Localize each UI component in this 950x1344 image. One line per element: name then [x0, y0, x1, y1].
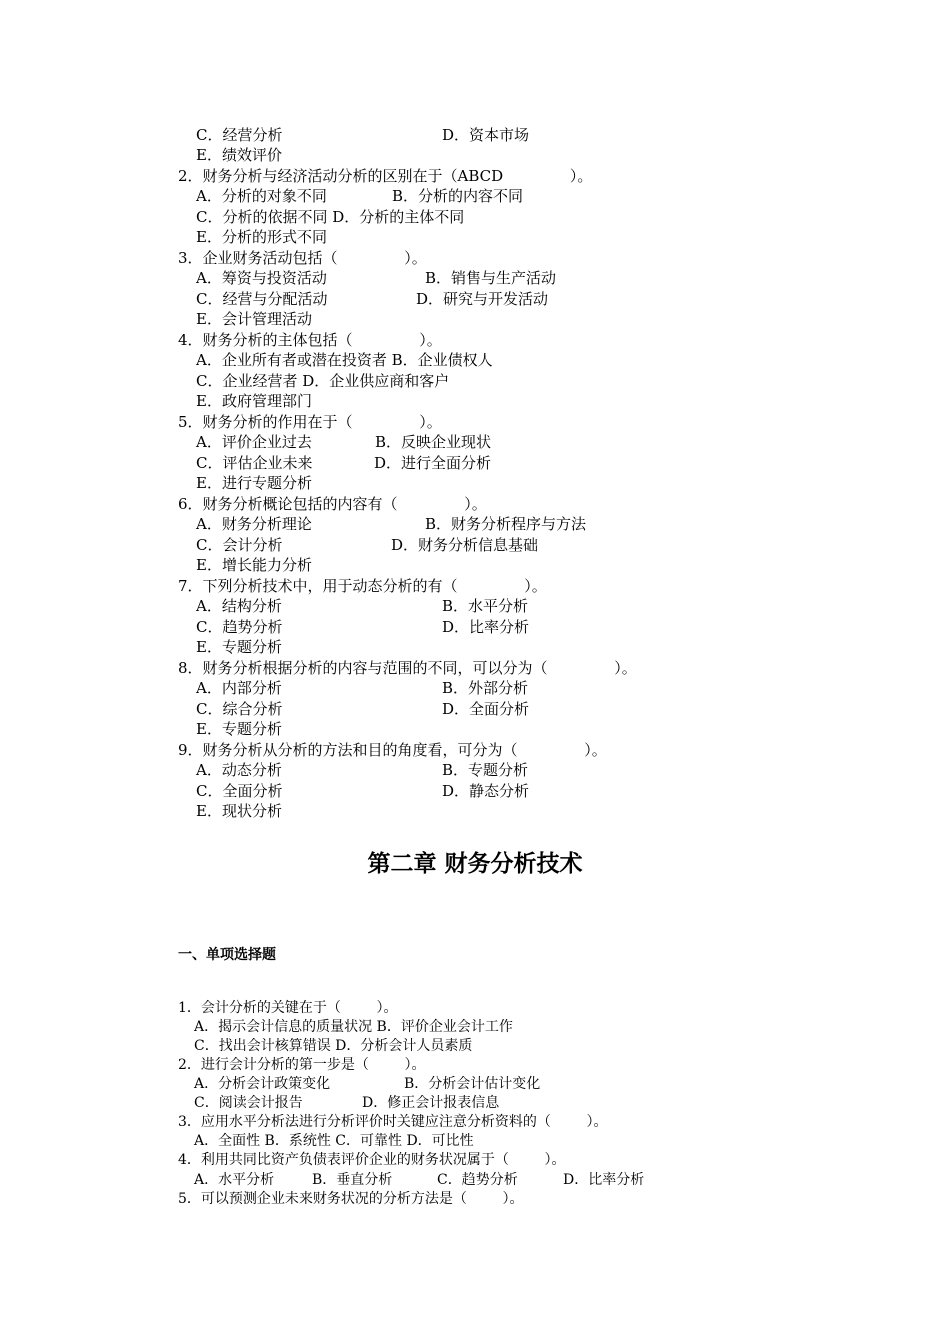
question-4: 4．财务分析的主体包括（ ）。 [178, 331, 442, 349]
s1-option-ab: A．揭示会计信息的质量状况 B．评价企业会计工作 [194, 1019, 513, 1035]
q8-option-a: A．内部分析 [196, 679, 282, 697]
q8-option-b: B．外部分析 [442, 679, 529, 697]
section-title: 一、单项选择题 [178, 947, 276, 963]
q3-option-c: C．经营与分配活动 [196, 290, 328, 308]
q6-option-a: A．财务分析理论 [196, 515, 312, 533]
q8-option-c: C．综合分析 [196, 700, 283, 718]
q2-option-cd: C．分析的依据不同 D．分析的主体不同 [196, 208, 465, 226]
q8-option-d: D．全面分析 [442, 700, 530, 718]
q4-option-cd: C．企业经营者 D．企业供应商和客户 [196, 372, 450, 390]
q5-option-a: A．评价企业过去 [196, 433, 312, 451]
s2-option-d: D．修正会计报表信息 [362, 1095, 500, 1111]
q6-option-e: E．增长能力分析 [196, 556, 312, 574]
single-question-4: 4．利用共同比资产负债表评价企业的财务状况属于（ ）。 [178, 1152, 566, 1168]
question-5: 5．财务分析的作用在于（ ）。 [178, 413, 442, 431]
q9-option-b: B．专题分析 [442, 761, 529, 779]
q2-option-b: B．分析的内容不同 [392, 187, 524, 205]
q6-option-d: D．财务分析信息基础 [391, 536, 539, 554]
single-question-5: 5．可以预测企业未来财务状况的分析方法是（ ）。 [178, 1191, 524, 1207]
q3-option-b: B．销售与生产活动 [425, 269, 557, 287]
q5-option-b: B．反映企业现状 [375, 433, 492, 451]
question-3: 3．企业财务活动包括（ ）。 [178, 249, 427, 267]
question-7: 7．下列分析技术中，用于动态分析的有（ ）。 [178, 577, 547, 595]
q4-option-e: E．政府管理部门 [196, 392, 312, 410]
s2-option-c: C．阅读会计报告 [194, 1095, 303, 1111]
q8-option-e: E．专题分析 [196, 720, 282, 738]
s1-option-cd: C．找出会计核算错误 D．分析会计人员素质 [194, 1038, 473, 1054]
q1-option-e: E．绩效评价 [196, 146, 282, 164]
q3-option-d: D．研究与开发活动 [416, 290, 549, 308]
q1-option-c: C．经营分析 [196, 126, 283, 144]
q7-option-c: C．趋势分析 [196, 618, 283, 636]
s2-option-b: B．分析会计估计变化 [404, 1076, 541, 1092]
q9-option-a: A．动态分析 [196, 761, 282, 779]
single-question-2: 2．进行会计分析的第一步是（ ）。 [178, 1057, 426, 1073]
chapter-title: 第二章 财务分析技术 [367, 851, 583, 877]
q2-option-a: A．分析的对象不同 [196, 187, 327, 205]
q2-option-e: E．分析的形式不同 [196, 228, 327, 246]
q1-option-d: D．资本市场 [442, 126, 530, 144]
s4-option-a: A．水平分析 [194, 1172, 275, 1188]
single-question-1: 1．会计分析的关键在于（ ）。 [178, 1000, 398, 1016]
q6-option-b: B．财务分析程序与方法 [425, 515, 587, 533]
s2-option-a: A．分析会计政策变化 [194, 1076, 331, 1092]
q5-option-c: C．评估企业未来 [196, 454, 313, 472]
s4-option-d: D．比率分析 [563, 1172, 645, 1188]
single-question-3: 3．应用水平分析法进行分析评价时关键应注意分析资料的（ ）。 [178, 1114, 608, 1130]
q7-option-a: A．结构分析 [196, 597, 282, 615]
q7-option-d: D．比率分析 [442, 618, 530, 636]
q7-option-e: E．专题分析 [196, 638, 282, 656]
q9-option-c: C．全面分析 [196, 782, 283, 800]
q5-option-d: D．进行全面分析 [374, 454, 492, 472]
q3-option-a: A．筹资与投资活动 [196, 269, 327, 287]
s4-option-b: B．垂直分析 [312, 1172, 393, 1188]
question-9: 9．财务分析从分析的方法和目的角度看，可分为（ ）。 [178, 741, 607, 759]
q3-option-e: E．会计管理活动 [196, 310, 312, 328]
question-2: 2．财务分析与经济活动分析的区别在于（ABCD ）。 [178, 167, 593, 185]
q5-option-e: E．进行专题分析 [196, 474, 312, 492]
q9-option-d: D．静态分析 [442, 782, 530, 800]
question-6: 6．财务分析概论包括的内容有（ ）。 [178, 495, 487, 513]
q9-option-e: E．现状分析 [196, 802, 282, 820]
q4-option-ab: A．企业所有者或潜在投资者 B．企业债权人 [196, 351, 493, 369]
q6-option-c: C．会计分析 [196, 536, 283, 554]
s4-option-c: C．趋势分析 [437, 1172, 518, 1188]
q7-option-b: B．水平分析 [442, 597, 529, 615]
question-8: 8．财务分析根据分析的内容与范围的不同，可以分为（ ）。 [178, 659, 637, 677]
s3-options: A．全面性 B．系统性 C．可靠性 D．可比性 [194, 1133, 474, 1149]
